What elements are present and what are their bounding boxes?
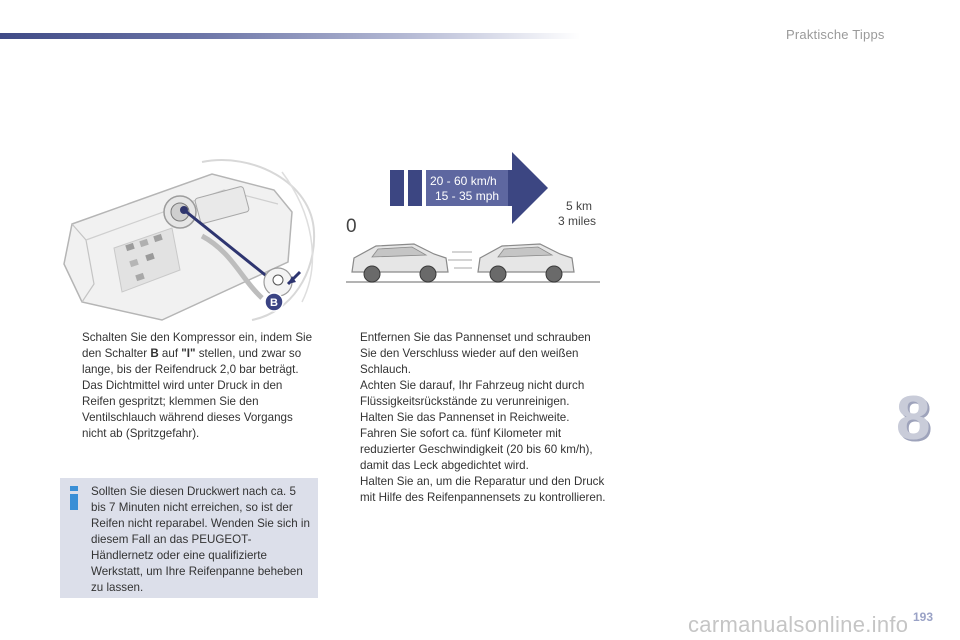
instruction-text: Achten Sie darauf, Ihr Fahrzeug nicht durch Flüssigkeitsrückstände zu verunreinigen. [360, 379, 585, 408]
car-icon [352, 244, 448, 282]
instruction-text: Halten Sie an, um die Reparatur und den Druck mit Hilfe des Reifenpannensets zu kontrollieren. [360, 475, 606, 504]
section-title: Praktische Tipps [786, 27, 885, 42]
header-accent-bar [0, 33, 580, 39]
instruction-text: Das Dichtmittel wird unter Druck in den Reifen gespritzt; klemmen Sie den Ventilschlauch während dieses Vorgangs nicht ab (Spritzgefahr). [82, 379, 293, 440]
switch-badge-label: B [270, 297, 278, 309]
instruction-text: Entfernen Sie das Pannenset und schrauben Sie den Verschluss wieder auf den weißen Schlauch. [360, 331, 591, 376]
info-icon [68, 486, 80, 510]
right-column [340, 330, 608, 506]
car-icon [478, 244, 574, 282]
watermark: carmanualsonline.info [688, 612, 909, 637]
list-item [340, 426, 608, 474]
chapter-number: 8 [896, 384, 931, 453]
drive-distance-diagram [342, 148, 604, 288]
list-item [62, 330, 314, 442]
instruction-text: Fahren Sie sofort ca. fünf Kilometer mit reduzierter Geschwindigkeit (20 bis 60 km/h), damit das Leck abgedichtet wird. [360, 427, 593, 472]
instruction-text: Halten Sie das Pannenset in Reichweite. [360, 411, 570, 424]
list-item [340, 474, 608, 506]
position-label: "I" [181, 347, 196, 360]
distance-km-label: 5 km [566, 199, 593, 213]
speed-kmh-label: 20 - 60 km/h [430, 174, 497, 188]
list-item [340, 330, 608, 426]
switch-label: B [150, 347, 159, 360]
info-box [60, 478, 318, 598]
info-text: Sollten Sie diesen Druckwert nach ca. 5 bis 7 Minuten nicht erreichen, so ist der Reifen nicht reparabel. Wenden Sie sich in diesem Fall an das PEUGEOT-Händlernetz oder eine qualifizierte Werkstatt, um Ihre Reifenpanne beheben zu lassen. [91, 485, 310, 594]
distance-miles-label: 3 miles [558, 214, 597, 228]
speed-mph-label: 15 - 35 mph [435, 189, 500, 203]
instruction-text: Schalten Sie den Kompressor ein, indem Sie den Schalter B auf "I" stellen, und zwar so lange, bis der Reifendruck 2,0 bar beträgt. [82, 331, 313, 376]
left-column [62, 330, 314, 442]
repair-kit-compressor-icon [52, 152, 324, 324]
start-label: 0 [346, 216, 357, 237]
page-number: 193 [913, 610, 934, 624]
